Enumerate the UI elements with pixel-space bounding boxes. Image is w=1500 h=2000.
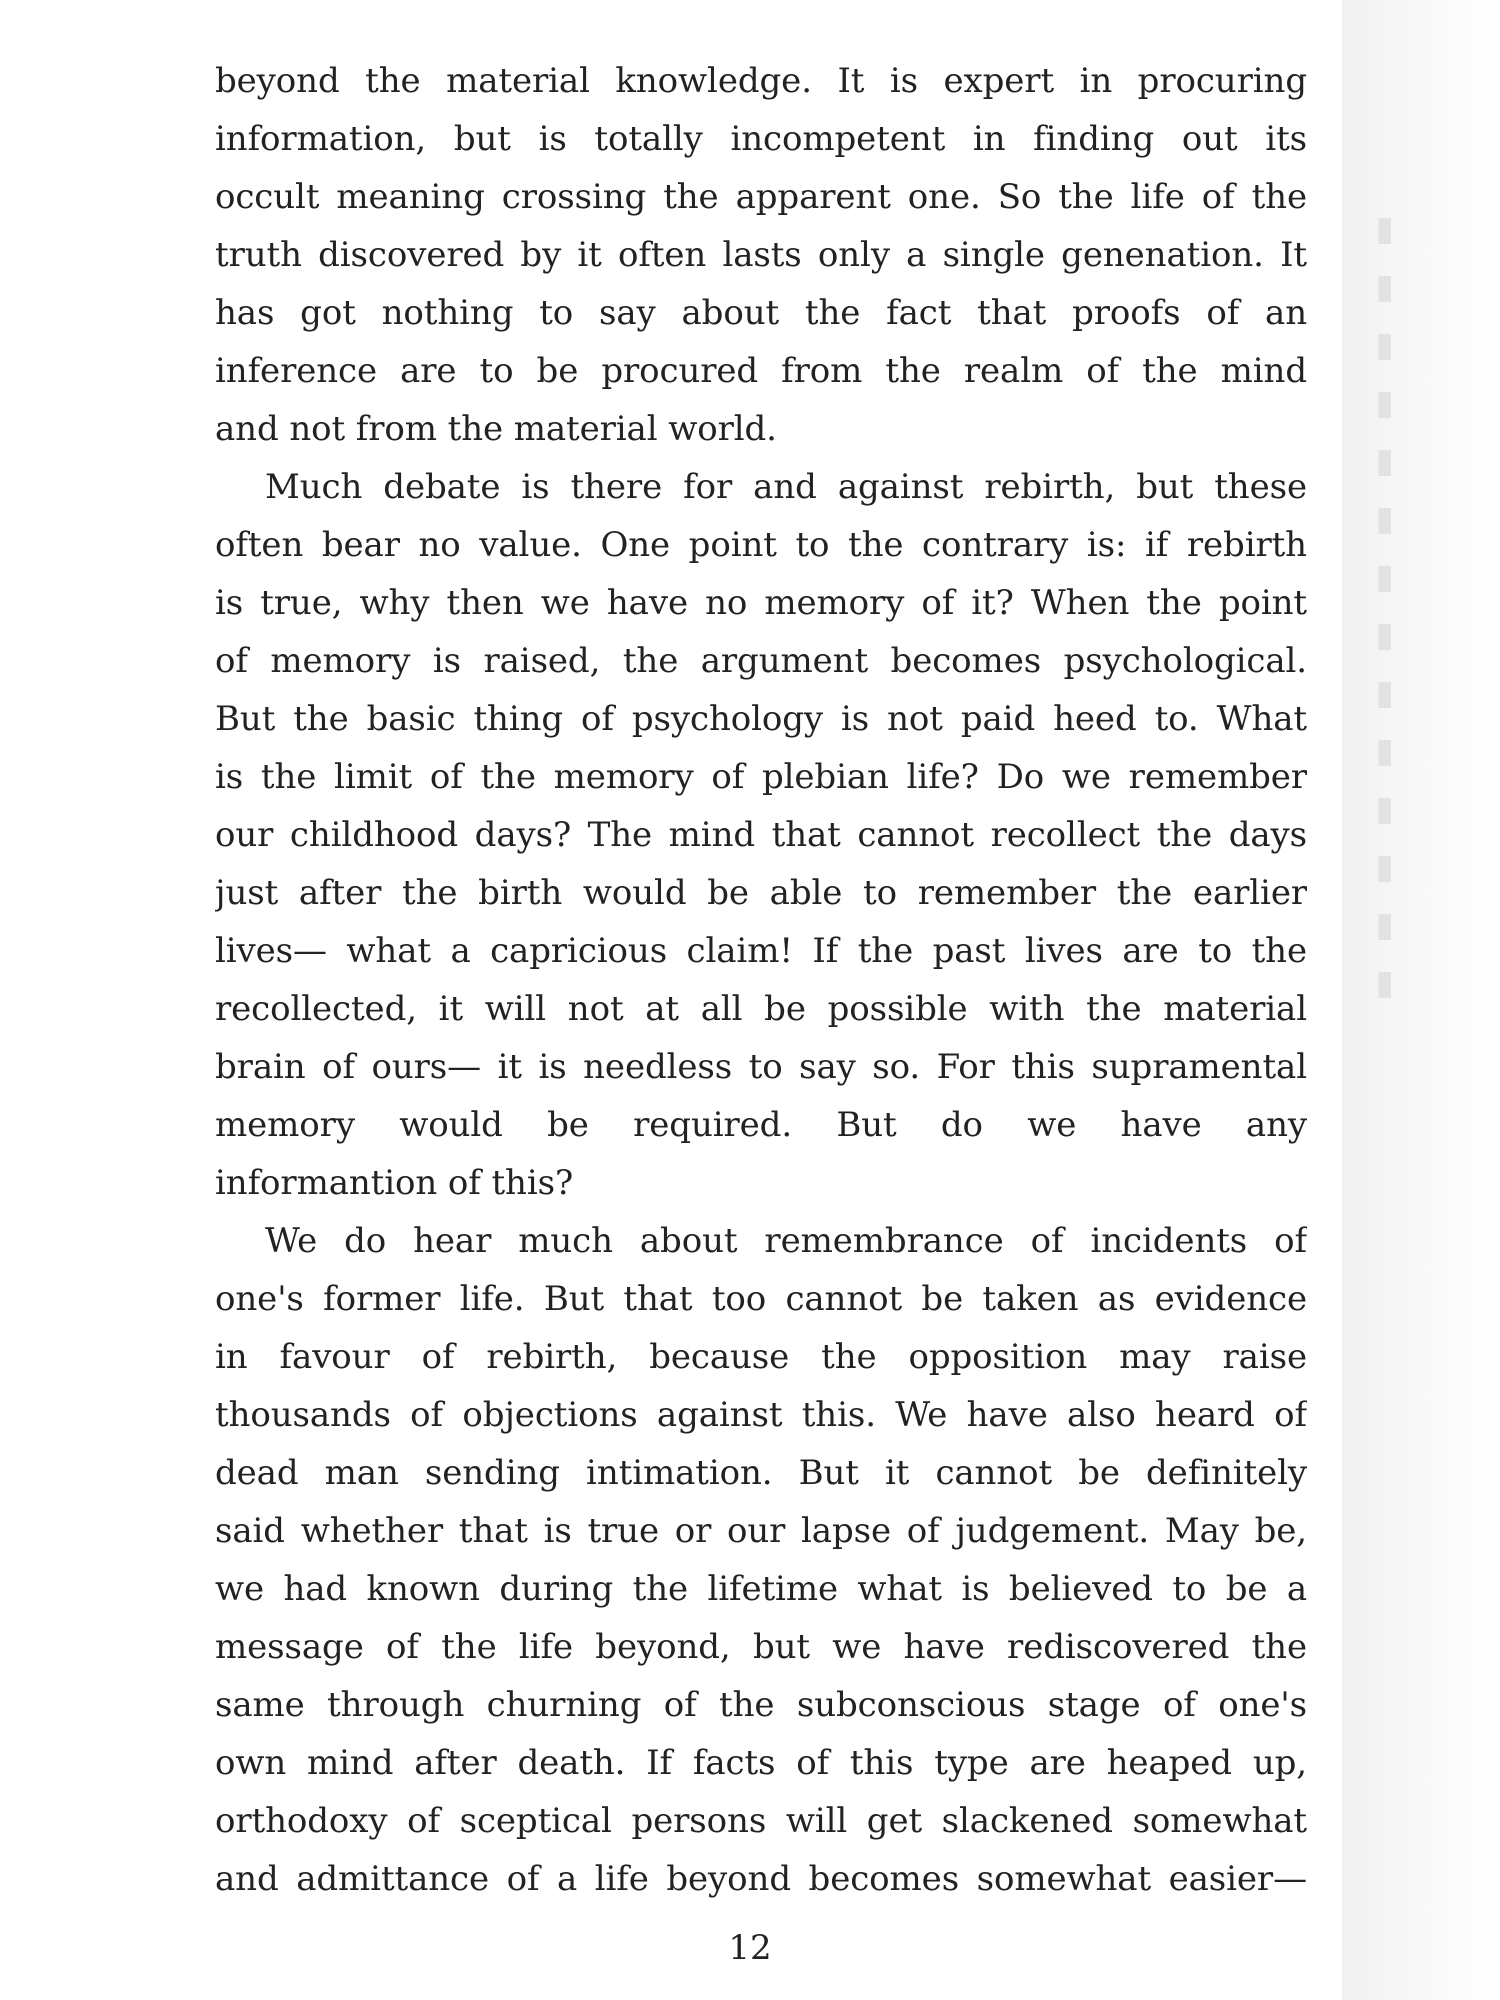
text-line: just after the birth would be able to remember the earlier bbox=[215, 873, 1307, 913]
paragraph-first-line: Much debate is there for and against rebirth, but these bbox=[265, 467, 1307, 507]
body-text bbox=[215, 52, 1307, 1908]
text-line: said whether that is true or our lapse of judgement. May be, bbox=[215, 1511, 1307, 1551]
text-line: memory would be required. But do we have any bbox=[215, 1105, 1307, 1145]
text-line: occult meaning crossing the apparent one. So the life of the bbox=[215, 177, 1307, 217]
text-line: brain of ours— it is needless to say so. For this supramental bbox=[215, 1047, 1307, 1087]
text-line: often bear no value. One point to the contrary is: if rebirth bbox=[215, 525, 1307, 565]
text-line: and not from the material world. bbox=[215, 409, 777, 449]
text-line: our childhood days? The mind that cannot recollect the days bbox=[215, 815, 1307, 855]
text-line: But the basic thing of psychology is not paid heed to. What bbox=[215, 699, 1307, 739]
text-line: in favour of rebirth, because the opposition may raise bbox=[215, 1337, 1307, 1377]
text-line: we had known during the lifetime what is believed to be a bbox=[215, 1569, 1307, 1609]
text-line: lives— what a capricious claim! If the past lives are to the bbox=[215, 931, 1307, 971]
paragraph-first-line: We do hear much about remembrance of incidents of bbox=[265, 1221, 1307, 1261]
show-through-ink: ▮ ▮ ▮ ▮ ▮ ▮ ▮ ▮ ▮ ▮ ▮ ▮ ▮ ▮ bbox=[1375, 209, 1394, 1003]
text-line: of memory is raised, the argument becomes psychological. bbox=[215, 641, 1307, 681]
text-line: dead man sending intimation. But it cannot be definitely bbox=[215, 1453, 1307, 1493]
text-line: same through churning of the subconscious stage of one's bbox=[215, 1685, 1307, 1725]
text-line: is true, why then we have no memory of it? When the point bbox=[215, 583, 1307, 623]
text-line: recollected, it will not at all be possible with the material bbox=[215, 989, 1307, 1029]
text-line: own mind after death. If facts of this type are heaped up, bbox=[215, 1743, 1307, 1783]
text-line: and admittance of a life beyond becomes somewhat easier— bbox=[215, 1859, 1307, 1899]
text-line: is the limit of the memory of plebian life? Do we remember bbox=[215, 757, 1307, 797]
page-number: 12 bbox=[728, 1928, 772, 1968]
text-line: informantion of this? bbox=[215, 1163, 574, 1203]
text-line: thousands of objections against this. We have also heard of bbox=[215, 1395, 1307, 1435]
text-line: information, but is totally incompetent in finding out its bbox=[215, 119, 1307, 159]
text-line: beyond the material knowledge. It is expert in procuring bbox=[215, 61, 1307, 101]
text-line: message of the life beyond, but we have rediscovered the bbox=[215, 1627, 1307, 1667]
text-line: orthodoxy of sceptical persons will get slackened somewhat bbox=[215, 1801, 1307, 1841]
text-line: one's former life. But that too cannot be taken as evidence bbox=[215, 1279, 1307, 1319]
text-line: has got nothing to say about the fact that proofs of an bbox=[215, 293, 1307, 333]
text-line: inference are to be procured from the realm of the mind bbox=[215, 351, 1307, 391]
text-line: truth discovered by it often lasts only a single genenation. It bbox=[215, 235, 1307, 275]
